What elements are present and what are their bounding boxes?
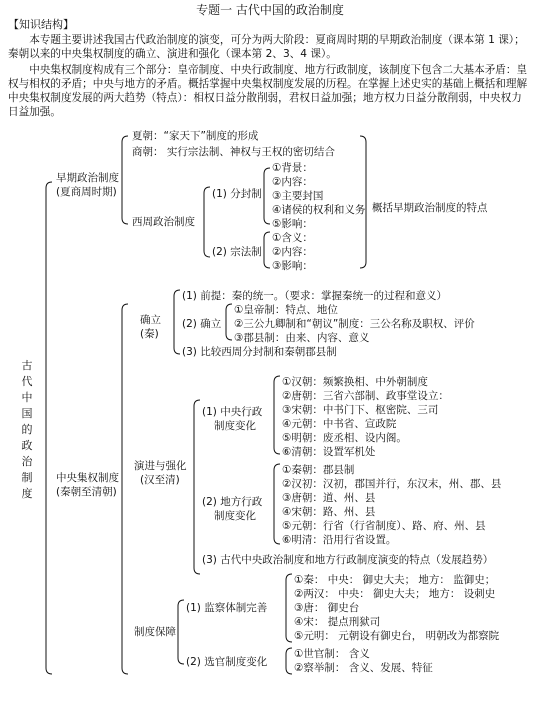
list-item: ①秦： 中央： 御史大夫； 地方： 监御史； (294, 574, 496, 586)
yanjin-bracket (194, 400, 200, 574)
xuanguan-bracket (286, 648, 292, 674)
list-item: ②三公九卿制和“朝议”制度：三公名称及职权、评价 (234, 318, 475, 330)
list-item: ①秦朝：郡县制 (282, 464, 355, 476)
jiancha-label: (1) 监察体制完善 (186, 602, 268, 614)
queli-compare: (3) 比较西周分封制和秦朝郡县制 (182, 346, 337, 358)
fenfeng-label: (1) 分封制 (212, 188, 262, 200)
xuanguan-label: (2) 选官制度变化 (186, 656, 268, 668)
list-item: ④元朝：中书省、宣政院 (282, 418, 397, 430)
list-item: ③郡县制：由来、内容、意义 (234, 332, 370, 344)
queli-content-bracket (226, 304, 232, 340)
list-item: ④宋朝：路、州、县 (282, 506, 376, 518)
yanjin-label-period: (汉至清) (140, 474, 180, 486)
list-item: ③影响： (272, 260, 313, 272)
jiancha-bracket (286, 574, 292, 642)
zongfa-bracket (264, 232, 270, 268)
queli-label-period: (秦) (140, 328, 159, 340)
list-item: ⑤元明： 元朝设有御史台， 明朝改为都察院 (294, 630, 500, 642)
xia-item: 夏朝：“家天下”制度的形成 (132, 130, 259, 142)
list-item: ①背景： (272, 162, 313, 174)
list-item: ②内容： (272, 176, 313, 188)
shang-item: 商朝： 实行宗法制、神权与王权的密切结合 (132, 146, 335, 158)
xizhou-bracket (204, 187, 210, 257)
intro-paragraph-2: 中央集权制度构成有三个部分：皇帝制度、中央行政制度、地方行政制度，该制度下包含二大基本矛盾：皇权与相权的矛盾；中央与地方的矛盾。概括掌握中央集权制度发展的历程。在掌握上述史实的基础上概括和理解中央集权制度发展的两大趋势（特点）：相权日益分散削弱，君权日益加强；地方权力日益分散削弱，中央权力日益加强。 (8, 64, 528, 118)
zhongyang-label-2: 制度变化 (214, 420, 256, 432)
list-item: ③唐： 御史台 (294, 602, 360, 614)
queli-premise: (1) 前提：秦的统一。（要求：掌握秦统一的过程和意义） (182, 290, 447, 302)
intro-paragraph-1: 本专题主要讲述我国古代政治制度的演变，可分为两大阶段：夏商周时期的早期政治制度（课本第 1 课）；秦朝以来的中央集权制度的确立、演进和强化（课本第 2、3、4 课）。 (8, 34, 525, 60)
early-bracket (122, 136, 128, 224)
queli-label: 确立 (140, 314, 161, 326)
list-item: ②察举制： 含义、发展、特征 (294, 662, 433, 674)
fenfeng-bracket (264, 168, 270, 224)
list-item: ②两汉： 中央： 御史大夫； 地方： 设刺史 (294, 588, 496, 600)
list-item: ⑥明清：沿用行省设置。 (282, 534, 397, 546)
trend-item: (3) 古代中央政治制度和地方行政制度演变的特点（发展趋势） (202, 554, 494, 566)
root-vertical-label: 古 代 中 国 的 政 治 制 度 (21, 359, 33, 500)
yanjin-label: 演进与强化 (134, 460, 187, 472)
list-item: ③主要封国 (272, 190, 324, 202)
list-item: ③唐朝：道、州、县 (282, 492, 376, 504)
central-bracket (122, 304, 128, 674)
difang-label: (2) 地方行政 (202, 496, 263, 508)
list-item: ⑤元朝：行省（行省制度）、路、府、州、县 (282, 520, 486, 532)
early-label-period: (夏商周时期) (56, 186, 117, 198)
central-label-period: (秦朝至清朝) (56, 486, 117, 498)
list-item: ②唐朝：三省六部制、政事堂设立： (282, 390, 449, 402)
baozhang-bracket (178, 600, 184, 664)
zhongyang-bracket (274, 376, 280, 454)
list-item: ①含义： (272, 232, 313, 244)
baozhang-label: 制度保障 (134, 626, 176, 638)
xizhou-label: 西周政治制度 (132, 216, 195, 228)
list-item: ①汉朝：频繁换相、中外朝制度 (282, 376, 428, 388)
list-item: ⑤影响： (272, 218, 313, 230)
list-item: ④宋： 提点刑狱司 (294, 616, 381, 628)
summary-bracket (360, 136, 366, 268)
early-summary: 概括早期政治制度的特点 (372, 202, 488, 214)
difang-bracket (274, 464, 280, 544)
zhongyang-label: (1) 中央行政 (202, 406, 263, 418)
difang-label-2: 制度变化 (214, 510, 256, 522)
list-item: ①世官制： 含义 (294, 648, 370, 660)
early-label: 早期政治制度 (56, 172, 119, 184)
list-item: ②内容： (272, 246, 313, 258)
list-item: ③宋朝：中书门下、枢密院、三司 (282, 404, 439, 416)
list-item: ①皇帝制：特点、地位 (234, 304, 338, 316)
zongfa-label: (2) 宗法制 (212, 246, 262, 258)
queli-bracket (174, 290, 180, 354)
central-label: 中央集权制度 (56, 472, 119, 484)
root-bracket (46, 182, 52, 674)
list-item: ⑤明朝：废丞相、设内阁。 (282, 432, 407, 444)
list-item: ④诸侯的权利和义务 (272, 204, 366, 216)
page-title: 专题一 古代中国的政治制度 (196, 3, 344, 17)
queli-content-label: (2) 确立 (182, 318, 222, 330)
section-heading: 【知识结构】 (8, 18, 74, 31)
list-item: ②汉初：汉初，郡国并行，东汉末，州、郡、县 (282, 478, 502, 490)
list-item: ⑥清朝：设置军机处 (282, 446, 376, 458)
